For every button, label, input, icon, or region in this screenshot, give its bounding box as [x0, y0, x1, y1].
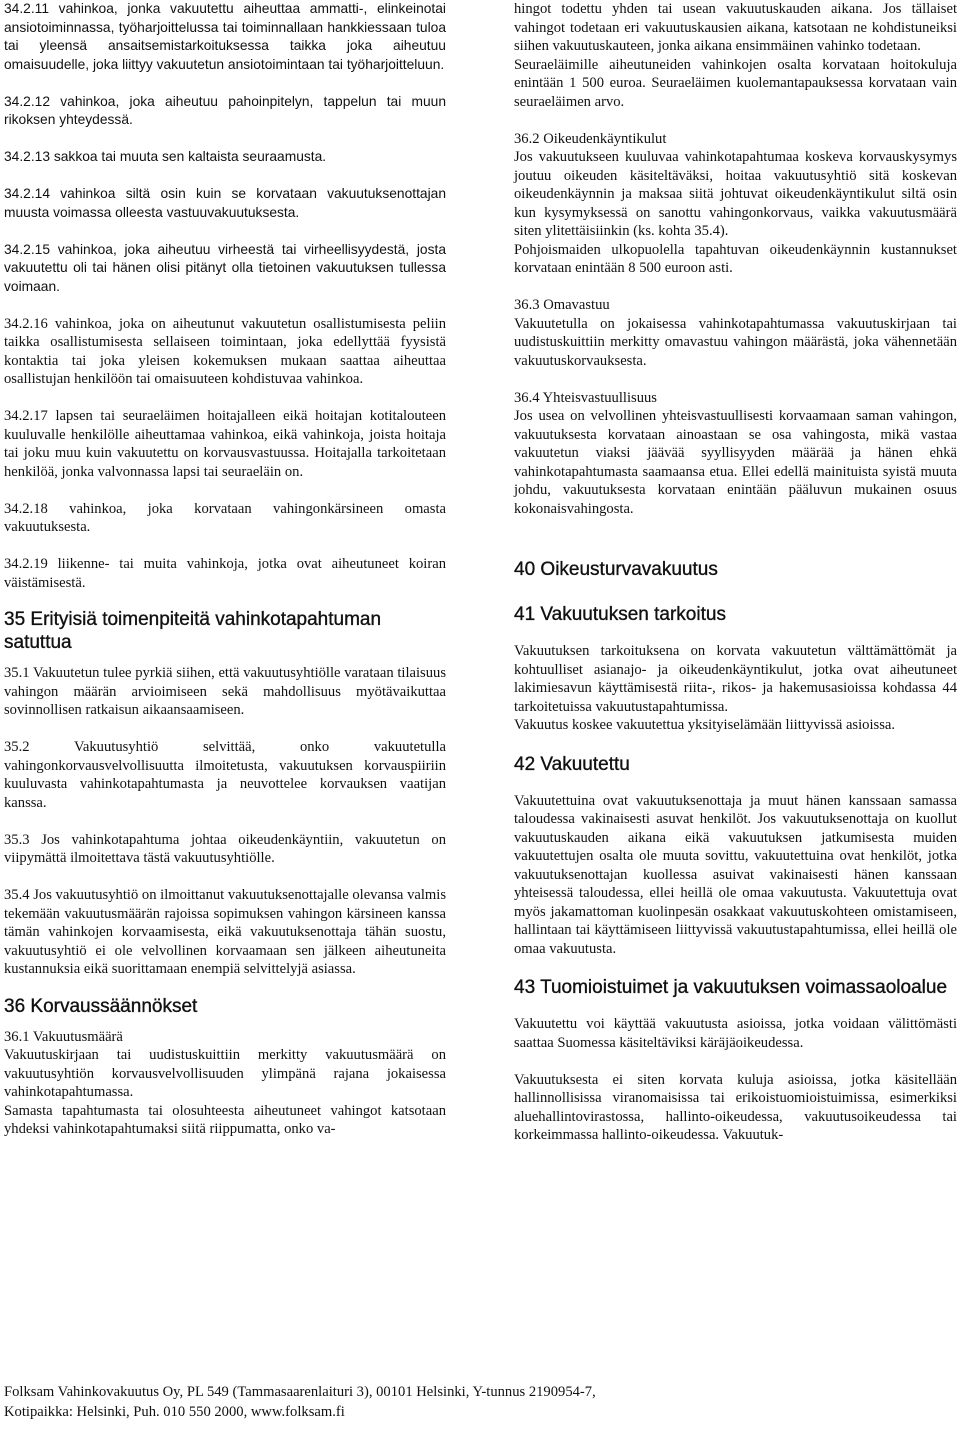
clause-43-b: Vakuutuksesta ei siten korvata kuluja asioissa, jotka käsitellään hallinnollisissa viranomaisissa tai erikoistuomioistuimissa, esimerkiksi aluehallintovirastossa, hallinto-oikeudessa, vakuutusoikeudessa tai korkeimmassa hallinto-oikeudessa. Vakuutuk- — [514, 1071, 957, 1143]
heading-41: 41 Vakuutuksen tarkoitus — [514, 604, 726, 625]
clause-36-2-title: 36.2 Oikeudenkäyntikulut — [514, 130, 667, 147]
clause-36-3-title: 36.3 Omavastuu — [514, 297, 610, 313]
left-column — [4, 0, 446, 1139]
clause-34-2-15: 34.2.15 vahinkoa, joka aiheutuu virheestä tai virheellisyydestä, josta vakuutettu oli tai hänen olisi pitänyt olla tietoinen vakuutuksen tullessa voimaan. — [4, 241, 446, 294]
clause-43-a: Vakuutettu voi käyttää vakuutusta asioissa, jotka voidaan välittömästi saattaa Suomessa käsiteltäviksi käräjäoikeudessa. — [514, 1016, 957, 1051]
clause-34-2-19: 34.2.19 liikenne- tai muita vahinkoja, jotka ovat aiheutuneet koiran väistämisestä. — [4, 556, 446, 591]
clause-36-4-title: 36.4 Yhteisvastuullisuus — [514, 389, 657, 406]
clause-36-3: Vakuutetulla on jokaisessa vahinkotapahtumassa vakuutuskirjaan tai uudistuskuittiin merkitty omavastuu vahingon määrästä, joka vähennetään vakuutuskorvauksesta. — [514, 315, 957, 369]
clause-35-2: 35.2 Vakuutusyhtiö selvittää, onko vakuutetulla vahingonkorvausvelvollisuutta ilmoitetusta, vakuutuksen korvauspiiriin kuuluvasta vahinkotapahtumasta ja neuvottelee korvauksen vaatijan kanssa. — [4, 739, 446, 811]
clause-36-2-b: Pohjoismaiden ulkopuolella tapahtuvan oikeudenkäynnin kustannukset korvataan enintään 8 500 euroon asti. — [514, 241, 957, 276]
clause-34-2-11: 34.2.11 vahinkoa, jonka vakuutettu aiheuttaa ammatti-, elinkeinotai ansiotoiminnassa, työharjoittelussa tai toiminnallaan hankkiessaan tuloa tai yleensä ansaitsemistarkoituksessa taikka joka aiheutuu omaisuudelle, joka liittyy vakuutetun ansiotoimintaan tai työharjoitteluun. — [4, 1, 446, 72]
footer-line-company: Folksam Vahinkovakuutus Oy, PL 549 (Tammasaarenlaituri 3), 00101 Helsinki, Y-tunnus 2190954-7, — [4, 1384, 596, 1400]
clause-34-2-13: 34.2.13 sakkoa tai muuta sen kaltaista seuraamusta. — [4, 149, 327, 164]
footer-line-contact: Kotipaikka: Helsinki, Puh. 010 550 2000, www.folksam.fi — [4, 1404, 345, 1420]
clause-36-1-title: 36.1 Vakuutusmäärä — [4, 1028, 123, 1045]
clause-pets: Seuraeläimille aiheutuneiden vahinkojen osalta korvataan hoitokuluja enintään 1 500 euroa. Seuraeläimen kuolemantapauksessa korvataan vain seuraeläimen arvo. — [514, 56, 957, 110]
heading-36: 36 Korvaussäännökset — [4, 995, 198, 1017]
clause-34-2-16: 34.2.16 vahinkoa, joka on aiheutunut vakuutetun osallistumisesta peliin taikka osallistumisesta sellaiseen toimintaan, joka edellyttää fyysistä kontaktia tai joka yleisen kokemuksen mukaan saattaa aiheuttaa osallistujan henkilöön tai omaisuuteen kohdistuvaa vahinkoa. — [4, 315, 446, 387]
clause-41-b: Vakuutus koskee vakuutettua yksityiselämään liittyvissä asioissa. — [514, 717, 895, 733]
clause-35-3: 35.3 Jos vahinkotapahtuma johtaa oikeudenkäyntiin, vakuutetun on viipymättä ilmoitettava tästä vakuutusyhtiölle. — [4, 831, 446, 866]
clause-36-2-a: Jos vakuutukseen kuuluvaa vahinkotapahtumaa koskeva korvauskysymys joutuu oikeuden käsiteltäväksi, hoitaa vakuutusyhtiö sitä koskevan oikeudenkäynnin ja maksaa siitä johtuvat oikeudenkäyntikulut siltä osin kun kysymyksessä on sanottu vahingonkorvaus, vaikka vakuutusmäärä siten ylitettäisiinkin (ks. kohta 35.4). — [514, 149, 957, 239]
clause-36-1-a: Vakuutuskirjaan tai uudistuskuittiin merkitty vakuutusmäärä on vakuutusyhtiön korvausvelvollisuuden ylimpänä rajana jokaisessa vahinkotapahtumassa. — [4, 1047, 446, 1100]
right-column — [514, 0, 957, 1145]
clause-35-1: 35.1 Vakuutetun tulee pyrkiä siihen, että vakuutusyhtiölle varataan tilaisuus vahingon määrän arvioimiseen sekä mahdollisuus myötävaikuttaa sovinnollisen ratkaisun aikaansaamiseen. — [4, 665, 446, 718]
heading-43: 43 Tuomioistuimet ja vakuutuksen voimassaoloalue — [514, 977, 948, 998]
clause-34-2-14: 34.2.14 vahinkoa siltä osin kuin se korvataan vakuutuksenottajan muusta voimassa olleesta vastuuvakuutuksesta. — [4, 186, 446, 220]
clause-36-4: Jos usea on velvollinen yhteisvastuullisesti korvaamaan saman vahingon, vakuutuksesta korvataan ainoastaan se osa vahingosta, mikä vastaa vakuutetun viaksi jäävää syyllisyyden määrää ja hänen ehkä vahinkotapahtumasta saamaansa etua. Ellei edellä mainituista syistä muuta johdu, vakuutuksesta korvataan enintään pääluvun mukainen osuus kokonaisvahingosta. — [514, 408, 957, 517]
heading-40: 40 Oikeusturvavakuutus — [514, 559, 718, 580]
clause-35-4: 35.4 Jos vakuutusyhtiö on ilmoittanut vakuutuksenottajalle olevansa valmis tekemään vakuutusmäärän rajoissa sopimuksen vahingon kärsineen kanssa tämän vahinkojen korvaamisesta, eikä vakuutuksenottaja tähän suostu, vakuutusyhtiö ei ole velvollinen korvaamaan sen jälkeen aiheutuneita kustannuksia eikä suorittamaan enempiä selvittelyjä asiassa. — [4, 887, 446, 977]
heading-35: 35 Erityisiä toimenpiteitä vahinkotapahtuman satuttua — [4, 609, 382, 653]
page-footer — [4, 1382, 804, 1422]
clause-41-a: Vakuutuksen tarkoituksena on korvata vakuutetun välttämättömät ja kohtuulliset asianajo- ja oikeudenkäyntikulut, jotka ovat aiheutuneet lakimiesavun käyttämisestä riita-, rikos- ja hakemusasioissa kohdassa 44 tarkoitetuissa vakuutustapahtumissa. — [514, 643, 957, 715]
clause-42: Vakuutettuina ovat vakuutuksenottaja ja muut hänen kanssaan samassa taloudessa vakinaisesti asuvat henkilöt. Jos vakuutuksenottaja on kuollut vakuutuskauden aikana eikä vakuutuksen jatkumisesta muiden vakuutettujen osalta ole muuta sovittu, vakuutettuina ovat henkilöt, jotka vakuutuksenottajan kuollessa asuivat vakinaisesti hänen kanssaan yhteisessä taloudessa, ellei heillä ole omaa vakuutusta. Vakuutettuja ovat myös jakamattoman kuolinpesän osakkaat vakuutuskohteen omistamiseen, hallintaan tai käyttämiseen liittyvissä vakuutustapahtumissa, ellei heillä ole omaa vakuutusta. — [514, 792, 957, 957]
clause-36-1-b: Samasta tapahtumasta tai olosuhteesta aiheutuneet vahingot katsotaan yhdeksi vahinkotapahtumaksi siitä riippumatta, onko va- — [4, 1102, 446, 1137]
heading-42: 42 Vakuutettu — [514, 753, 630, 775]
clause-34-2-17: 34.2.17 lapsen tai seuraeläimen hoitajalleen eikä hoitajan kotitalouteen kuuluvalle henkilölle aiheuttamaa vahinkoa, eikä vahinkoja, joista hoitaja tai joku muu kuin vakuutettu on korvausvastuussa. Hoitajalla tarkoitetaan henkilöä, jonka valvonnassa lapsi tai seuraeläin on. — [4, 408, 446, 480]
clause-36-1-continued: hingot todettu yhden tai usean vakuutuskauden aikana. Jos tällaiset vahingot todetaan eri vakuutuskausien aikana, katsotaan ne kohdistuneiksi siihen vakuutuskauteen, jonka aikana ensimmäinen vahinko todetaan. — [514, 1, 957, 54]
clause-34-2-18: 34.2.18 vahinkoa, joka korvataan vahingonkärsineen omasta vakuutuksesta. — [4, 500, 446, 535]
clause-34-2-12: 34.2.12 vahinkoa, joka aiheutuu pahoinpitelyn, tappelun tai muun rikoksen yhteydessä. — [4, 93, 446, 127]
